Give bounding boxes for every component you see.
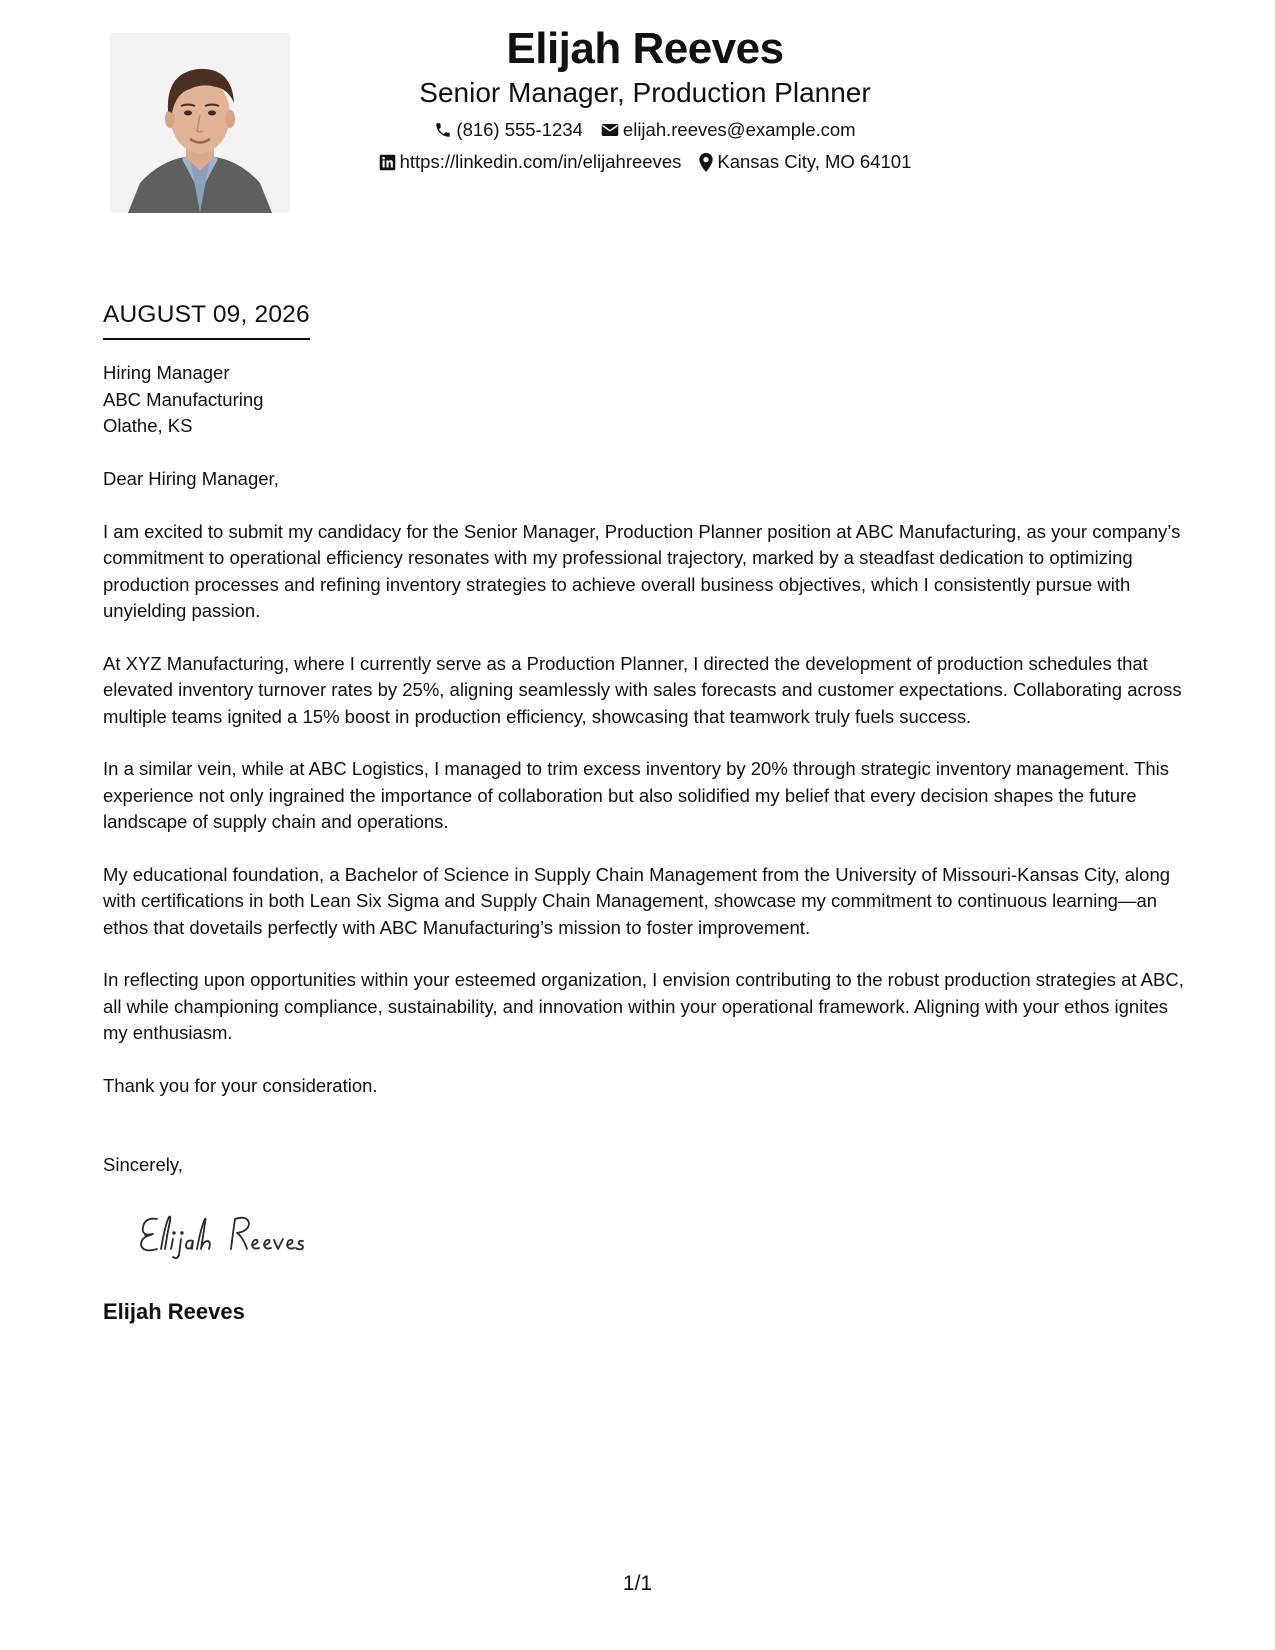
closing: Sincerely,	[103, 1154, 183, 1175]
body-paragraph: Thank you for your consideration.	[103, 1074, 378, 1096]
phone-text: (816) 555-1234	[456, 119, 583, 140]
salutation: Dear Hiring Manager,	[103, 468, 279, 489]
handwritten-signature	[135, 1205, 335, 1260]
candidate-name: Elijah Reeves	[506, 24, 784, 73]
body-paragraph: In reflecting upon opportunities within your esteemed organization, I envision contributing to the robust production strategies at ABC, all while championing compliance, sustainability, and innovation within your operational framework. Aligning with your ethos ignites my enthusiasm.	[103, 969, 1184, 1043]
body-paragraph: I am excited to submit my candidacy for the Senior Manager, Production Planner position at ABC Manufacturing, as your company’s commitment to operational efficiency resonates with my professional trajectory, marked by a steadfast dedication to optimizing production processes and refining inventory strategies to achieve overall business objectives, which I consistently pursue with unyielding passion.	[103, 520, 1181, 621]
phone-icon	[434, 121, 452, 139]
location-text: Kansas City, MO 64101	[717, 151, 912, 172]
body-paragraph: In a similar vein, while at ABC Logistics, I managed to trim excess inventory by 20% through strategic inventory management. This experience not only ingrained the importance of collaboration but also solidified my belief that every decision shapes the future landscape of supply chain and operations.	[103, 758, 1169, 832]
job-title: Senior Manager, Production Planner	[419, 77, 871, 108]
phone-contact[interactable]	[434, 118, 583, 142]
contact-row-primary	[300, 118, 990, 142]
recipient-line: Olathe, KS	[103, 415, 193, 436]
letter-body	[103, 466, 1188, 1125]
linkedin-icon	[379, 154, 396, 171]
linkedin-text: https://linkedin.com/in/elijahreeves	[399, 151, 682, 172]
profile-photo	[110, 33, 290, 213]
page-number: 1/1	[622, 1572, 653, 1595]
body-paragraph: At XYZ Manufacturing, where I currently serve as a Production Planner, I directed the development of production schedules that elevated inventory turnover rates by 25%, aligning seamlessly with sales forecasts and customer expectations. Collaborating across multiple teams ignited a 15% boost in production efficiency, showcasing that teamwork truly fuels success.	[103, 652, 1182, 727]
recipient-block	[103, 360, 263, 440]
letter-date: AUGUST 09, 2026	[103, 298, 310, 340]
email-text: elijah.reeves@example.com	[622, 119, 856, 140]
email-contact[interactable]	[601, 118, 856, 142]
location-contact	[699, 150, 911, 174]
contact-row-secondary	[300, 150, 990, 174]
recipient-line: ABC Manufacturing	[103, 388, 264, 410]
envelope-icon	[601, 122, 619, 138]
recipient-line: Hiring Manager	[103, 362, 230, 383]
body-paragraph: My educational foundation, a Bachelor of Science in Supply Chain Management from the University of Missouri-Kansas City, along with certifications in both Lean Six Sigma and Supply Chain Management, showcase my commitment to continuous learning—an ethos that dovetails perfectly with ABC Manufacturing’s mission to foster improvement.	[103, 863, 1171, 938]
signer-name: Elijah Reeves	[103, 1299, 245, 1324]
header	[300, 20, 990, 174]
map-marker-icon	[699, 153, 713, 172]
linkedin-contact[interactable]	[379, 150, 682, 174]
